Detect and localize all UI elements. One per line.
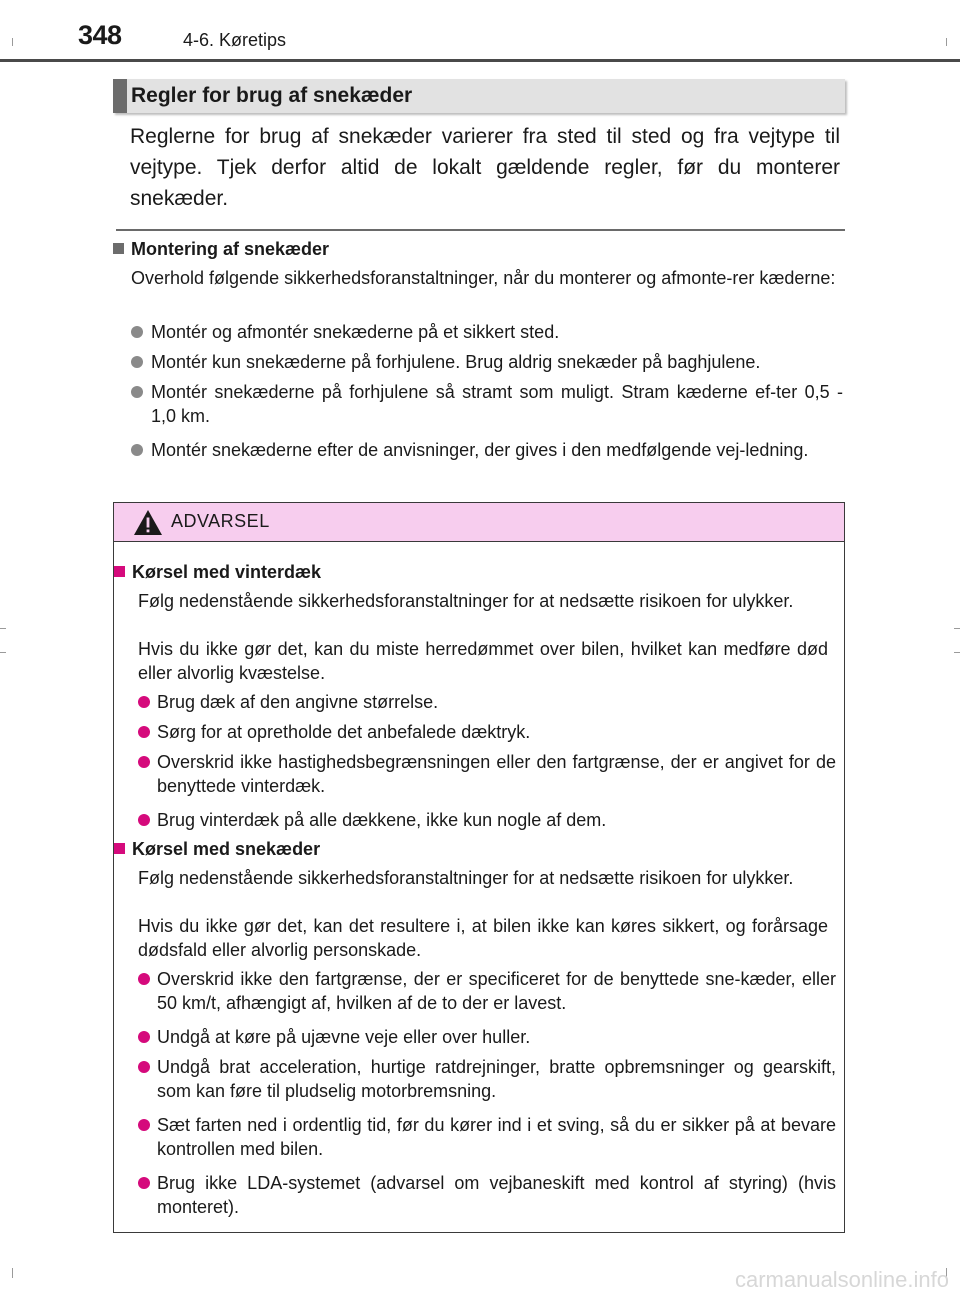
square-bullet-icon [114, 566, 125, 577]
snow-chains-bullet: Undgå at køre på ujævne veje eller over huller. [157, 1027, 531, 1047]
winter-tires-para: Hvis du ikke gør det, kan du miste herredømmet over bilen, hvilket kan medføre død eller alvorlig kvæstelse. [138, 639, 828, 683]
crop-mark [946, 38, 947, 46]
mounting-text: Overhold følgende sikkerhedsforanstaltninger, når du monterer og afmonte-rer kæderne: [131, 268, 836, 288]
mounting-bullet: Montér kun snekæderne på forhjulene. Brug aldrig snekæder på baghjulene. [151, 352, 761, 372]
snow-chains-bullet: Undgå brat acceleration, hurtige ratdrejninger, bratte opbremsninger og gearskift, som kan føre til pludselig motorbremsning. [157, 1057, 836, 1101]
bullet-dot-icon [138, 814, 150, 826]
winter-tires-heading [114, 562, 321, 583]
bullet-dot-icon [138, 973, 150, 985]
bullet-dot-icon [138, 696, 150, 708]
bullet-dot-icon [138, 1031, 150, 1043]
winter-tires-bullet: Brug dæk af den angivne størrelse. [157, 692, 439, 712]
snow-chains-bullet: Overskrid ikke den fartgrænse, der er specificeret for de benyttede sne-kæder, eller 50 km/t, afhængigt af, hvilken af de to der er lavest. [157, 969, 836, 1013]
section-title-bar [113, 79, 845, 113]
square-bullet-icon [114, 843, 125, 854]
bullet-dot-icon [138, 1177, 150, 1189]
winter-tires-bullet: Overskrid ikke hastighedsbegrænsningen eller den fartgrænse, der er angivet for de benyttede vinterdæk. [157, 752, 836, 796]
crop-mark [12, 38, 13, 46]
winter-tires-bullet: Brug vinterdæk på alle dækkene, ikke kun nogle af dem. [157, 810, 607, 830]
bullet-dot-icon [131, 356, 143, 368]
warning-header [114, 503, 844, 542]
bullet-dot-icon [138, 1061, 150, 1073]
chapter-title: 4-6. Køretips [183, 30, 287, 50]
snow-chains-bullet: Sæt farten ned i ordentlig tid, før du kører ind i et sving, så du er sikker på at bevare kontrollen med bilen. [157, 1115, 836, 1159]
mounting-bullet: Montér snekæderne på forhjulene så stramt som muligt. Stram kæderne ef-ter 0,5 - 1,0 km. [151, 382, 843, 426]
bullet-dot-icon [138, 726, 150, 738]
bullet-dot-icon [131, 326, 143, 338]
warning-triangle-icon [133, 509, 163, 536]
watermark-logo [690, 1265, 950, 1293]
svg-text:carmanualsonline.info: carmanualsonline.info [734, 1267, 949, 1292]
bullet-dot-icon [138, 1119, 150, 1131]
crop-mark [0, 652, 6, 653]
crop-mark [954, 652, 960, 653]
intro-paragraph: Reglerne for brug af snekæder varierer fra sted til sted og fra vejtype til vejtype. Tjek derfor altid de lokalt gældende regler, før du monterer snekæder. [130, 125, 840, 210]
square-bullet-icon [113, 243, 124, 254]
crop-mark [954, 628, 960, 629]
bullet-dot-icon [131, 444, 143, 456]
winter-tires-heading-text: Kørsel med vinterdæk [132, 562, 322, 582]
mounting-bullet: Montér og afmontér snekæderne på et sikkert sted. [151, 322, 560, 342]
snow-chains-heading-text: Kørsel med snekæder [132, 839, 321, 859]
page-number: 348 [78, 20, 122, 50]
snow-chains-bullet: Brug ikke LDA-systemet (advarsel om vejbaneskift med kontrol af styring) (hvis monteret). [157, 1173, 836, 1217]
snow-chains-para: Følg nedenstående sikkerhedsforanstaltninger for at nedsætte risikoen for ulykker. [138, 868, 794, 888]
winter-tires-bullet: Sørg for at opretholde det anbefalede dæktryk. [157, 722, 531, 742]
mounting-heading [113, 239, 329, 260]
warning-box [113, 502, 845, 1233]
section-divider [116, 229, 845, 231]
mounting-heading-text: Montering af snekæder [131, 239, 330, 259]
crop-mark [12, 1268, 13, 1278]
crop-mark [0, 628, 6, 629]
mounting-bullet: Montér snekæderne efter de anvisninger, der gives i den medfølgende vej-ledning. [151, 440, 809, 460]
snow-chains-para: Hvis du ikke gør det, kan det resultere i, at bilen ikke kan køres sikkert, og forårsage dødsfald eller alvorlig personskade. [138, 916, 828, 960]
header-rule [0, 59, 960, 62]
snow-chains-heading [114, 839, 320, 860]
winter-tires-para: Følg nedenstående sikkerhedsforanstaltninger for at nedsætte risikoen for ulykker. [138, 591, 794, 611]
bullet-dot-icon [138, 756, 150, 768]
warning-label: ADVARSEL [171, 511, 270, 531]
bullet-dot-icon [131, 386, 143, 398]
section-title: Regler for brug af snekæder [131, 84, 413, 107]
